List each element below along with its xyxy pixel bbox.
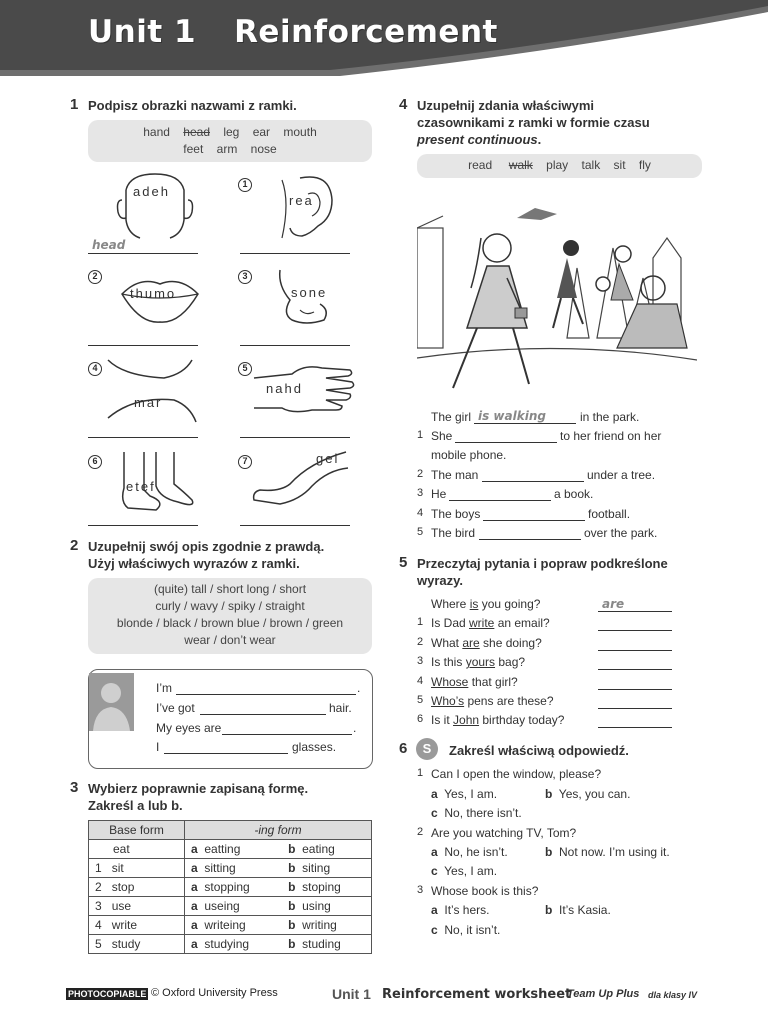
example-answer: is walking — [478, 409, 546, 423]
answer-line[interactable] — [240, 253, 350, 254]
scramble-label: sone — [291, 285, 328, 300]
item-number: 3 — [417, 487, 424, 499]
answer-line[interactable] — [598, 630, 672, 631]
punctuation: . — [353, 721, 357, 735]
option-a[interactable]: a It’s hers. — [431, 903, 490, 917]
exercise-1-word-box: hand head leg ear mouth feet arm nose — [88, 120, 372, 162]
exercise-4-word-box: read walk play talk sit fly — [417, 154, 702, 178]
item-number: 1 — [417, 616, 424, 628]
option-b[interactable]: b using — [282, 897, 371, 916]
line-suffix: glasses. — [292, 740, 337, 754]
exercise-3-instruction: Wybierz poprawnie zapisaną formę. Zakreśl a lub b. — [88, 781, 309, 813]
footer-unit: Unit 1 — [332, 986, 371, 1002]
exercise-2-word-box: (quite) tall / short long / short curly / wavy / spiky / straight blonde / black / brown blue / brown / green wear / don’t wear — [88, 578, 372, 654]
item-number: 2 — [417, 826, 424, 838]
item-number: 1 — [417, 429, 424, 441]
exercise-6-instruction: Zakreśl właściwą odpowiedź. — [449, 743, 629, 758]
item-number: 6 — [88, 455, 102, 469]
question: Are you watching TV, Tom? — [431, 826, 577, 840]
option-b[interactable]: b writing — [282, 916, 371, 935]
base-form: write — [111, 918, 138, 932]
scramble-label: thumo — [130, 286, 177, 301]
question: Is this yours bag? — [431, 655, 526, 669]
question: What are she doing? — [431, 636, 542, 650]
answer-line[interactable] — [240, 345, 350, 346]
column-header: Base form — [89, 821, 185, 840]
exercise-4-instruction: Uzupełnij zdania właściwymi czasownikami z ramki w formie czasu present continuous. — [417, 98, 650, 147]
answer-line — [474, 423, 576, 424]
example-sentence: The girl — [431, 410, 472, 424]
copyright: © Oxford University Press — [151, 987, 278, 999]
description-line-4: I — [156, 740, 160, 754]
series-logo: Team Up Plus — [567, 988, 640, 1000]
scramble-label: adeh — [133, 184, 170, 199]
item-number: 3 — [417, 884, 424, 896]
exercise-4-number: 4 — [399, 96, 408, 113]
question: Is it John birthday today? — [431, 713, 565, 727]
footer-worksheet: Reinforcement worksheet — [382, 987, 572, 1002]
answer-line[interactable] — [164, 753, 288, 754]
sentence-continuation: mobile phone. — [431, 448, 507, 462]
answer-line[interactable] — [176, 694, 356, 695]
exercise-5-instruction: Przeczytaj pytania i popraw podkreślone wyrazy. — [417, 556, 668, 588]
answer-line[interactable] — [240, 525, 350, 526]
exercise-1-number: 1 — [70, 96, 79, 113]
option-b[interactable]: b eating — [282, 840, 371, 859]
option-b[interactable]: b Yes, you can. — [545, 787, 631, 801]
table-row — [89, 840, 372, 859]
page-title: Unit 1 Reinforcement — [88, 14, 498, 50]
item-number: 2 — [88, 270, 102, 284]
item-number: 2 — [417, 468, 424, 480]
exercise-3-number: 3 — [70, 779, 79, 796]
punctuation: . — [357, 681, 361, 695]
head-picture — [110, 170, 200, 240]
sentence-end: football. — [588, 507, 631, 521]
exercise-2-instruction: Uzupełnij swój opis zgodnie z prawdą. Użyj właściwych wyrazów z ramki. — [88, 539, 325, 571]
sentence-start: The bird — [431, 526, 476, 540]
item-number: 5 — [417, 526, 424, 538]
answer-line[interactable] — [482, 481, 584, 482]
answer-line[interactable] — [449, 500, 551, 501]
sentence-start: The man — [431, 468, 479, 482]
photocopiable-label: PHOTOCOPIABLE — [68, 989, 147, 999]
answer-line[interactable] — [483, 520, 585, 521]
table-row: 5 study a studying b studing — [89, 935, 372, 954]
answer-line[interactable] — [598, 669, 672, 670]
item-number: 1 — [417, 767, 424, 779]
column-header: -ing form — [185, 821, 372, 840]
line-suffix: hair. — [329, 701, 352, 715]
option-a[interactable]: a Yes, I am. — [431, 787, 498, 801]
table-row: 2 stop a stopping b stoping — [89, 878, 372, 897]
sentence-start: The boys — [431, 507, 481, 521]
base-form: eat — [113, 842, 130, 856]
answer-line[interactable] — [222, 734, 352, 735]
nose-picture — [270, 266, 340, 336]
table-row: 4 write a writeing b writing — [89, 916, 372, 935]
option-a[interactable]: a eatting — [185, 840, 283, 859]
sentence-end: under a tree. — [587, 468, 656, 482]
sentence-end: in the park. — [580, 410, 640, 424]
speaking-badge-icon: S — [416, 738, 438, 760]
item-number: 5 — [417, 694, 424, 706]
base-form: use — [111, 899, 132, 913]
sentence-start: He — [431, 487, 447, 501]
item-number: 3 — [417, 655, 424, 667]
base-form: study — [111, 937, 141, 951]
option-c[interactable]: c No, there isn’t. — [431, 806, 522, 820]
question: Whose book is this? — [431, 884, 539, 898]
item-number: 4 — [88, 362, 102, 376]
option-a[interactable]: a useing — [185, 897, 283, 916]
item-number: 5 — [238, 362, 252, 376]
scramble-label: nahd — [266, 381, 303, 396]
scramble-label: etef — [126, 479, 156, 494]
table-row: 3 use a useing b using — [89, 897, 372, 916]
scramble-label: mar — [134, 395, 163, 410]
option-a[interactable]: a sitting — [185, 859, 283, 878]
item-number: 4 — [417, 675, 424, 687]
description-line-3: My eyes are — [156, 721, 222, 735]
question: Can I open the window, please? — [431, 767, 602, 781]
question: Who’s pens are these? — [431, 694, 554, 708]
answer-line[interactable] — [88, 345, 198, 346]
description-line-2: I’ve got — [156, 701, 195, 715]
answer-line[interactable] — [455, 442, 557, 443]
answer-line — [88, 253, 198, 254]
option-a[interactable]: a stopping — [185, 878, 283, 897]
answer-line — [598, 611, 672, 612]
description-line-1: I’m — [156, 681, 172, 695]
exercise-1-instruction: Podpisz obrazki nazwami z ramki. — [88, 98, 297, 113]
scramble-label: gel — [316, 451, 340, 466]
answer-line[interactable] — [598, 727, 672, 728]
base-form: stop — [111, 880, 135, 894]
item-number: 7 — [238, 455, 252, 469]
option-c[interactable]: c No, it isn’t. — [431, 923, 501, 937]
item-number: 3 — [238, 270, 252, 284]
exercise-2-number: 2 — [70, 537, 79, 554]
table-row: 1 sit a sitting b siting — [89, 859, 372, 878]
item-number: 4 — [417, 507, 424, 519]
sentence-end: to her friend on her — [560, 429, 662, 443]
answer-line[interactable] — [598, 689, 672, 690]
option-b[interactable]: b stoping — [282, 878, 371, 897]
answer-line[interactable] — [598, 650, 672, 651]
answer-line[interactable] — [88, 525, 198, 526]
option-a[interactable]: a studying — [185, 935, 283, 954]
answer-line[interactable] — [240, 437, 350, 438]
example-answer: are — [602, 597, 625, 611]
question: Whose that girl? — [431, 675, 518, 689]
option-c[interactable]: c Yes, I am. — [431, 864, 498, 878]
base-form: sit — [111, 861, 124, 875]
answer-line[interactable] — [479, 539, 581, 540]
sentence-start: She — [431, 429, 453, 443]
sentence-end: a book. — [554, 487, 594, 501]
option-b[interactable]: b siting — [282, 859, 371, 878]
item-number: 1 — [238, 178, 252, 192]
example-answer: head — [92, 238, 126, 252]
exercise-5-number: 5 — [399, 554, 408, 571]
item-number: 6 — [417, 713, 424, 725]
table-header — [89, 821, 372, 840]
example-question: Where is you going? — [431, 597, 541, 611]
option-b[interactable]: b It’s Kasia. — [545, 903, 611, 917]
park-scene-illustration — [417, 188, 697, 403]
question: Is Dad write an email? — [431, 616, 550, 630]
option-b[interactable]: b Not now. I’m using it. — [545, 845, 670, 859]
item-number: 2 — [417, 636, 424, 648]
option-b[interactable]: b studing — [282, 935, 371, 954]
exercise-6-number: 6 — [399, 740, 408, 757]
option-a[interactable]: a No, he isn’t. — [431, 845, 508, 859]
arm-picture — [104, 356, 200, 426]
answer-line[interactable] — [88, 437, 198, 438]
option-a[interactable]: a writeing — [185, 916, 283, 935]
avatar — [89, 673, 134, 731]
answer-line[interactable] — [598, 708, 672, 709]
sentence-end: over the park. — [584, 526, 658, 540]
scramble-label: rea — [289, 193, 314, 208]
ing-form-table — [88, 820, 372, 954]
series-level: dla klasy IV — [648, 990, 698, 1000]
answer-line[interactable] — [200, 714, 326, 715]
